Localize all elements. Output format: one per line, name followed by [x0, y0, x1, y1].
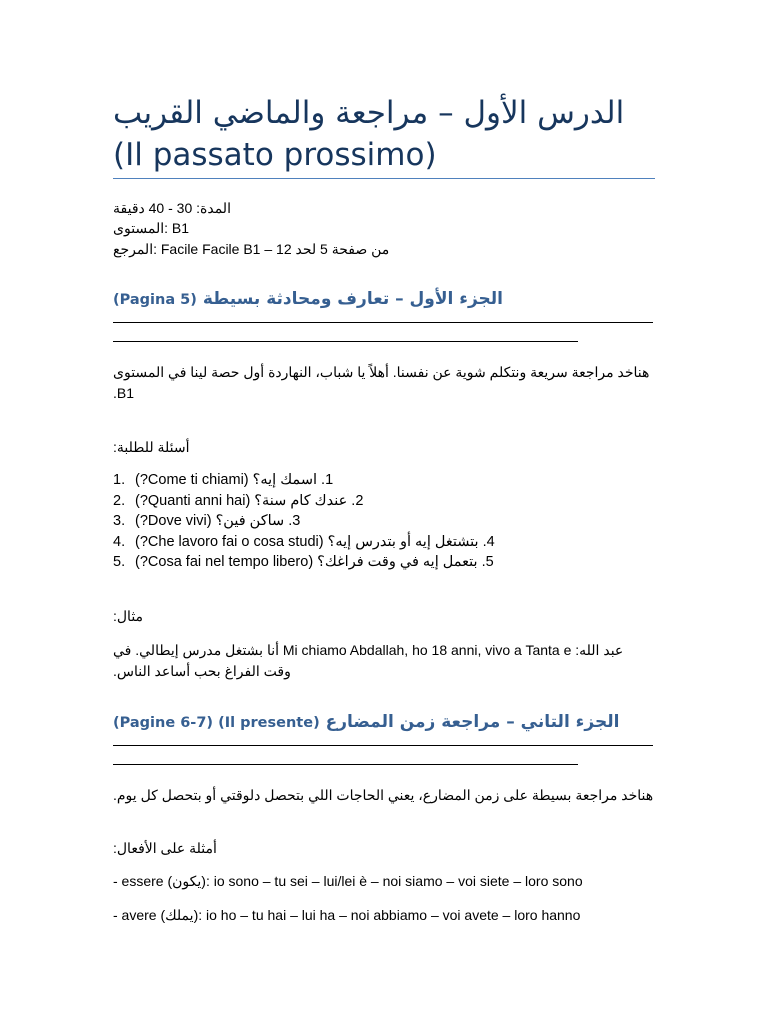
question-text: 4. بتشتغل إيه أو بتدرس إيه؟ (Che lavoro fai o cosa studi?) — [135, 533, 495, 550]
question-item — [113, 470, 655, 491]
section1-heading-pages: (Pagina 5) — [113, 292, 197, 308]
section1-rule-2 — [113, 341, 578, 342]
section1-heading — [113, 289, 655, 309]
example-line-2: وقت الفراغ بحب أساعد الناس. — [113, 663, 291, 679]
question-number: 4. — [113, 533, 126, 550]
question-text: 5. بتعمل إيه في وقت فراغك؟ (Cosa fai nel tempo libero?) — [135, 554, 494, 570]
question-number: 1. — [113, 472, 126, 488]
duration-line: المدة: 30 - 40 دقيقة — [113, 200, 231, 216]
lesson-title — [113, 92, 655, 176]
section1-rule-1 — [113, 322, 653, 323]
example-label: مثال: — [113, 608, 144, 624]
level-line — [113, 218, 655, 238]
section1-heading-arabic: الجزء الأول – تعارف ومحادثة بسيطة — [202, 289, 503, 309]
example-line-1: عبد الله: Mi chiamo Abdallah, ho 18 anni, vivo a Tanta e أنا بشتغل مدرس إيطالي. في — [113, 642, 624, 658]
level-label: المستوى — [113, 220, 165, 236]
question-item — [113, 552, 655, 573]
section2-intro: هناخد مراجعة بسيطة على زمن المضارع، يعني الحاجات اللي بتحصل دلوقتي أو بتحصل كل يوم. — [113, 787, 654, 803]
lesson-title-arabic: الدرس الأول – مراجعة والماضي القريب — [113, 95, 625, 131]
reference-value: : Facile Facile B1 – من صفحة 5 لحد 12 — [153, 241, 390, 257]
verb-essere-line: - essere (يكون): io sono – tu sei – lui/lei è – noi siamo – voi siete – loro sono — [113, 873, 583, 889]
question-item — [113, 511, 655, 532]
question-text: 3. ساكن فين؟ (Dove vivi?) — [135, 513, 301, 529]
section2-rule-1 — [113, 745, 653, 746]
question-item — [113, 491, 655, 512]
verb-avere-line: - avere (يملك): io ho – tu hai – lui ha – noi abbiamo – voi avete – loro hanno — [113, 907, 581, 923]
section2-heading-pages: (Il presente) (Pagine 6-7) — [113, 715, 320, 731]
level-value: : B1 — [164, 220, 190, 236]
question-text: 1. اسمك إيه؟ (Come ti chiami?) — [135, 472, 334, 488]
question-number: 3. — [113, 513, 126, 529]
question-text: 2. عندك كام سنة؟ (Quanti anni hai?) — [135, 492, 364, 509]
reference-line — [113, 239, 655, 259]
question-number: 2. — [113, 492, 126, 509]
section2-heading-arabic: الجزء التاني – مراجعة زمن المضارع — [325, 712, 620, 732]
section1-intro: هناخد مراجعة سريعة ونتكلم شوية عن نفسنا. أهلاً يا شباب، النهاردة أول حصة لينا في المستوى B1. — [113, 364, 650, 401]
title-underline — [113, 178, 655, 179]
lesson-title-latin: (Il passato prossimo) — [113, 137, 437, 173]
question-number: 5. — [113, 554, 126, 570]
questions-list — [113, 470, 655, 573]
section2-rule-2 — [113, 764, 578, 765]
verb-examples-label: أمثلة على الأفعال: — [113, 840, 217, 856]
questions-label: أسئلة للطلبة: — [113, 439, 190, 455]
section2-heading — [113, 712, 655, 732]
reference-label: المرجع — [113, 241, 154, 257]
question-item — [113, 532, 655, 553]
